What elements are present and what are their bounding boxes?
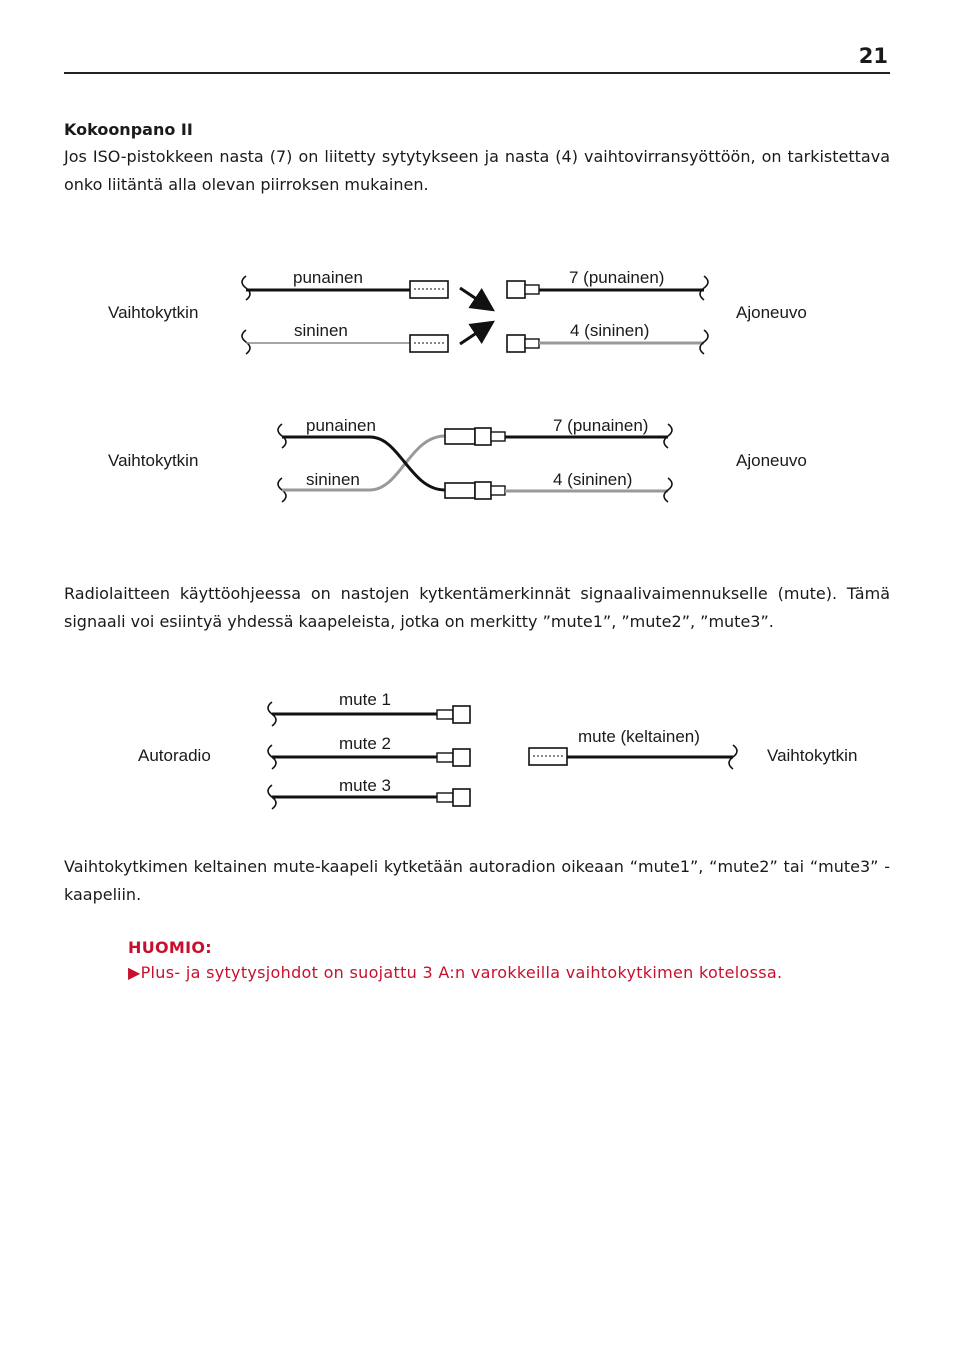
connector-socket-icon <box>507 335 525 352</box>
intro-paragraph: Jos ISO-pistokkeen nasta (7) on liitetty sytytykseen ja nasta (4) vaihtovirransyöttöön, on tarkistettava onko liitäntä alla olevan piirroksen mukainen. <box>64 147 890 194</box>
arrow-down-right-icon <box>460 288 490 308</box>
diagram2-wire-top-left: punainen <box>306 416 376 435</box>
page-number: 21 <box>858 44 888 68</box>
wire-break-icon <box>700 276 708 300</box>
connector-socket-icon <box>507 281 525 298</box>
connector-socket-icon <box>475 428 491 445</box>
connector-socket-icon <box>475 482 491 499</box>
diagram1-wire-top-left: punainen <box>293 268 363 287</box>
connection-paragraph: Vaihtokytkimen keltainen mute-kaapeli kytketään autoradion oikeaan “mute1”, “mute2” tai “mute3” -kaapeliin. <box>64 857 890 904</box>
connector-socket-icon <box>453 706 470 723</box>
wire-break-icon <box>242 330 250 354</box>
diagram1-left-label: Vaihtokytkin <box>108 303 199 322</box>
mute-paragraph: Radiolaitteen käyttöohjeessa on nastojen kytkentämerkinnät signaalivaimennukselle (mute). Tämä signaali voi esiintyä yhdessä kaapeleista, jotka on merkitty ”mute1”, ”mute2”, ”mute3”. <box>64 584 890 631</box>
mute-yellow-label: mute (keltainen) <box>578 727 700 746</box>
mute1-label: mute 1 <box>339 690 391 709</box>
note-title: HUOMIO: <box>128 938 212 957</box>
diagram1-right-label: Ajoneuvo <box>736 303 807 322</box>
arrow-up-right-icon <box>460 324 490 344</box>
section-heading: Kokoonpano II <box>64 120 193 139</box>
diagram1-wire-bottom-right: 4 (sininen) <box>570 321 650 340</box>
wire-break-icon <box>242 276 250 300</box>
note-text: ▶Plus- ja sytytysjohdot on suojattu 3 A:n varokkeilla vaihtokytkimen kotelossa. <box>128 963 783 982</box>
diagram1-wire-bottom-left: sininen <box>294 321 348 340</box>
header-rule <box>64 72 890 74</box>
wiring-diagram-1 <box>0 250 954 370</box>
mute-diagram <box>0 670 954 820</box>
wiring-diagram-2 <box>0 400 954 520</box>
diagram3-right-label: Vaihtokytkin <box>767 746 858 765</box>
diagram3-left-label: Autoradio <box>138 746 211 765</box>
connector-socket-icon <box>453 749 470 766</box>
diagram2-right-label: Ajoneuvo <box>736 451 807 470</box>
diagram2-wire-bottom-right: 4 (sininen) <box>553 470 633 489</box>
diagram2-left-label: Vaihtokytkin <box>108 451 199 470</box>
diagram2-wire-bottom-left: sininen <box>306 470 360 489</box>
connector-plug-icon <box>445 483 475 498</box>
diagram2-wire-top-right: 7 (punainen) <box>553 416 649 435</box>
connector-plug-icon <box>445 429 475 444</box>
mute2-label: mute 2 <box>339 734 391 753</box>
diagram1-wire-top-right: 7 (punainen) <box>569 268 665 287</box>
mute3-label: mute 3 <box>339 776 391 795</box>
connector-socket-icon <box>453 789 470 806</box>
